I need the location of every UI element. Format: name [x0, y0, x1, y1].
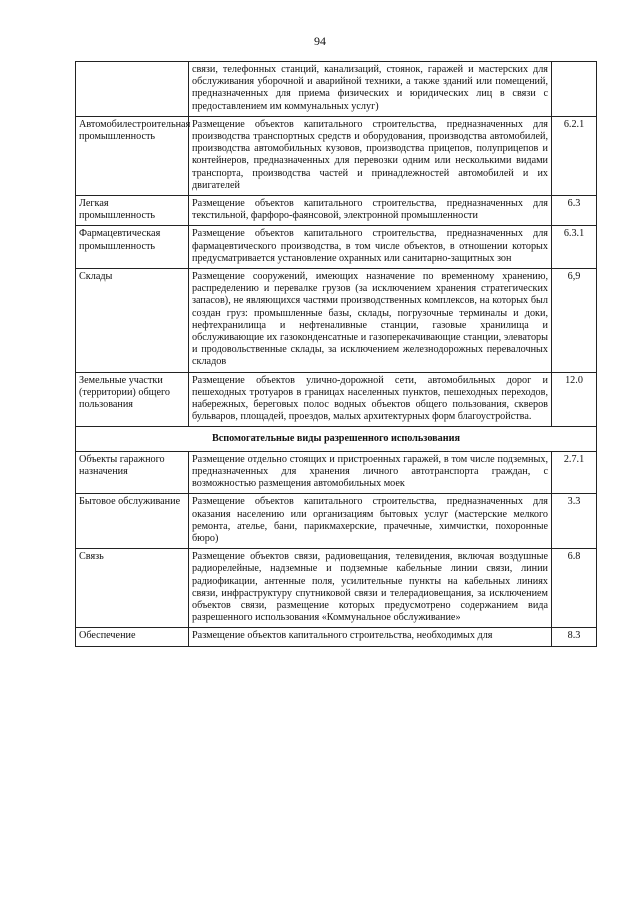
section-title: Вспомогательные виды разрешенного использования	[76, 427, 597, 451]
use-name-cell: Земельные участки (территории) общего пользования	[76, 372, 189, 427]
use-description-cell: Размещение объектов капитального строительства, предназначенных для фармацевтического производства, в том числе объектов, в отношении которых предусматривается установление охранных или санитарно-защитных зон	[189, 226, 552, 269]
use-description-cell: Размещение объектов капитального строительства, предназначенных для текстильной, фарфоро-фаянсовой, электронной промышленности	[189, 196, 552, 226]
use-code-cell: 8.3	[552, 628, 597, 646]
use-description-cell: Размещение сооружений, имеющих назначение по временному хранению, распределению и перевалке грузов (за исключением хранения стратегических запасов), не являющихся частями производственных комплексов, на которых был создан груз: промышленные базы, склады, погрузочные терминалы и доки, нефтехранилища и нефтеналивные станции, газовые хранилища и обслуживающие их газоконденсатные и газоперекачивающие станции, элеваторы и продовольственные склады, за исключением железнодорожных перевалочных складов	[189, 269, 552, 373]
use-code-cell: 2.7.1	[552, 451, 597, 494]
table-row	[76, 451, 597, 494]
use-name-cell	[76, 62, 189, 117]
use-description-cell: Размещение объектов капитального строительства, предназначенных для производства транспортных средств и оборудования, производства автомобилей, производства автомобильных кузовов, производства прицепов, полуприцепов и контейнеров, предназначенных для перевозки одним или несколькими видами транспорта, производства частей и принадлежностей автомобилей и их двигателей	[189, 116, 552, 195]
use-code-cell: 6.3.1	[552, 226, 597, 269]
table-row	[76, 116, 597, 195]
table-row	[76, 494, 597, 549]
table-row	[76, 62, 597, 117]
section-header-row	[76, 427, 597, 451]
land-use-table	[75, 61, 597, 647]
use-code-cell: 6,9	[552, 269, 597, 373]
use-description-cell: Размещение отдельно стоящих и пристроенных гаражей, в том числе подземных, предназначенных для хранения личного автотранспорта граждан, с возможностью размещения автомобильных моек	[189, 451, 552, 494]
use-name-cell: Связь	[76, 549, 189, 628]
use-description-cell: Размещение объектов связи, радиовещания, телевидения, включая воздушные радиорелейные, надземные и подземные кабельные линии связи, линии радиофикации, антенные поля, усилительные пункты на кабельных линиях связи, инфраструктуру спутниковой связи и телерадиовещания, за исключением объектов связи, размещение которых предусмотрено содержанием вида разрешенного использования «Коммунальное обслуживание»	[189, 549, 552, 628]
table-row	[76, 226, 597, 269]
use-name-cell: Обеспечение	[76, 628, 189, 646]
table-row	[76, 628, 597, 646]
table-row	[76, 372, 597, 427]
use-code-cell: 12.0	[552, 372, 597, 427]
use-name-cell: Объекты гаражного назначения	[76, 451, 189, 494]
use-name-cell: Склады	[76, 269, 189, 373]
use-name-cell: Бытовое обслуживание	[76, 494, 189, 549]
use-code-cell: 6.8	[552, 549, 597, 628]
use-name-cell: Автомобилестроительная промышленность	[76, 116, 189, 195]
table-row	[76, 196, 597, 226]
use-code-cell	[552, 62, 597, 117]
use-code-cell: 6.3	[552, 196, 597, 226]
use-name-cell: Легкая промышленность	[76, 196, 189, 226]
table-row	[76, 269, 597, 373]
use-description-cell: Размещение объектов капитального строительства, необходимых для	[189, 628, 552, 646]
table-row	[76, 549, 597, 628]
use-name-cell: Фармацевтическая промышленность	[76, 226, 189, 269]
use-code-cell: 6.2.1	[552, 116, 597, 195]
use-description-cell: связи, телефонных станций, канализаций, стоянок, гаражей и мастерских для обслуживания уборочной и аварийной техники, а также зданий или помещений, предназначенных для приема физических и юридических лиц в связи с предоставлением им коммунальных услуг)	[189, 62, 552, 117]
use-description-cell: Размещение объектов капитального строительства, предназначенных для оказания населению или организациям бытовых услуг (мастерские мелкого ремонта, ателье, бани, парикмахерские, прачечные, химчистки, похоронные бюро)	[189, 494, 552, 549]
page-number: 94	[314, 34, 326, 48]
use-description-cell: Размещение объектов улично-дорожной сети, автомобильных дорог и пешеходных тротуаров в границах населенных пунктов, пешеходных переходов, набережных, береговых полос водных объектов общего пользования, скверов бульваров, площадей, проездов, малых архитектурных форм благоустройства.	[189, 372, 552, 427]
use-code-cell: 3.3	[552, 494, 597, 549]
